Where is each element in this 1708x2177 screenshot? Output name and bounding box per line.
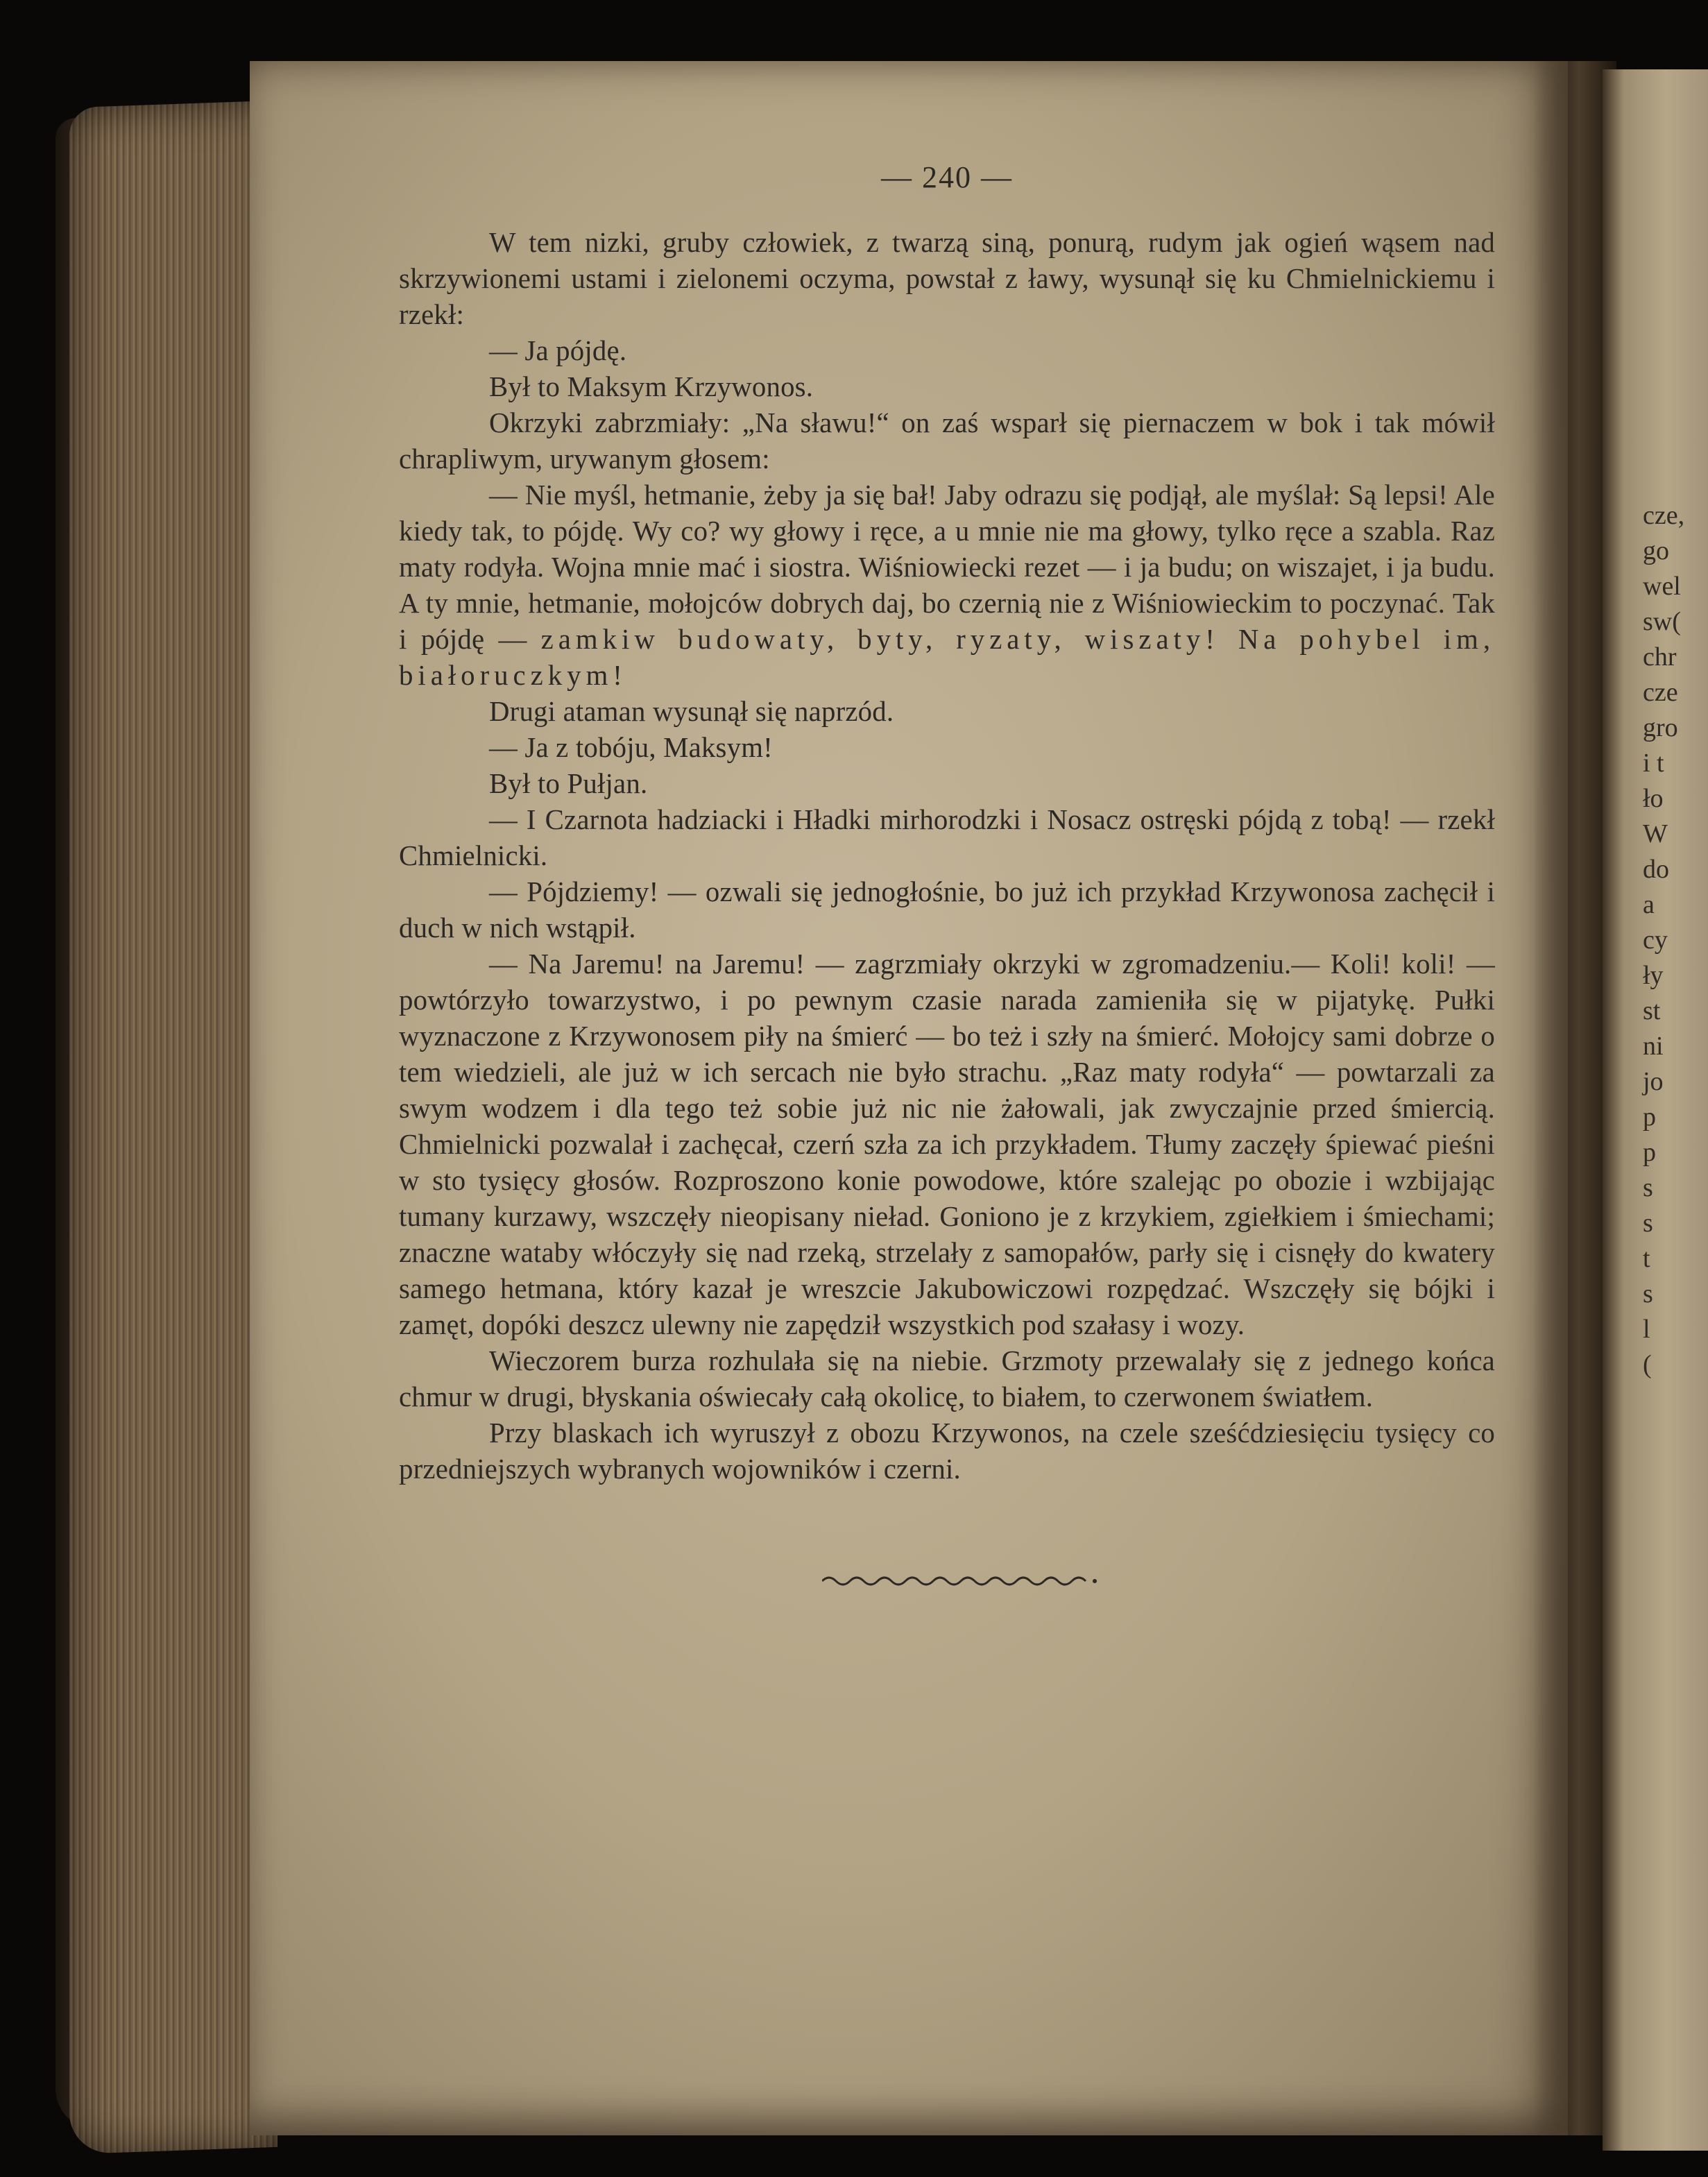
page-text-block bbox=[399, 160, 1495, 1591]
right-fragment: a bbox=[1643, 890, 1655, 919]
paragraph: W tem nizki, gruby człowiek, z twarzą siną, ponurą, rudym jak ogień wąsem nad skrzywionemi ustami i zielonemi oczyma, powstał z ławy, wysunął się ku Chmielnickiemu i rzekł: bbox=[399, 227, 1495, 330]
speech-text: — Nie myśl, hetmanie, żeby ja się bał! Jaby odrazu się podjął, ale myślał: Są lepsi! Ale kiedy tak, to pójdę. Wy co? wy głowy i ręce, a u mnie nie ma głowy, tylko ręce a szabla. Raz maty rodyła. Wojna mnie mać i siostra. Wiśniowiecki rezet — i ja budu; on wiszajet, i ja budu. A ty mnie, hetmanie, mołojców dobrych daj, bo czernią nie z Wiśniowieckim to poczynać. Tak i pójdę — bbox=[399, 479, 1495, 655]
paragraph: Był to Pułjan. bbox=[489, 768, 648, 799]
paragraph: — I Czarnota hadziacki i Hładki mirhorodzki i Nosacz ostręski pójdą z tobą! — rzekł Chmielnicki. bbox=[399, 804, 1495, 871]
right-fragment: i t bbox=[1643, 749, 1664, 778]
right-fragment: ( bbox=[1643, 1350, 1652, 1379]
paragraph: Wieczorem burza rozhulała się na niebie. Grzmoty przewalały się z jednego końca chmur w drugi, błyskania oświecały całą okolicę, to białem, to czerwonem światłem. bbox=[399, 1345, 1495, 1412]
right-fragment: cy bbox=[1643, 925, 1668, 955]
right-fragment: cze, bbox=[1643, 501, 1685, 530]
paragraph: Drugi ataman wysunął się naprzód. bbox=[489, 696, 894, 727]
right-fragment: do bbox=[1643, 855, 1669, 884]
paragraph: — Ja pójdę. bbox=[489, 335, 627, 366]
right-fragment: s bbox=[1643, 1279, 1653, 1308]
wavy-divider-icon bbox=[822, 1571, 1100, 1591]
right-fragment: p bbox=[1643, 1138, 1656, 1167]
right-fragment: gro bbox=[1643, 713, 1678, 742]
right-fragment: st bbox=[1643, 996, 1661, 1025]
paragraph: Przy blaskach ich wyruszył z obozu Krzywonos, na czele sześćdziesięciu tysięcy co przedniejszych wybranych wojowników i czerni. bbox=[399, 1417, 1495, 1485]
right-fragment: cze bbox=[1643, 678, 1678, 707]
right-page-text-fragments bbox=[1643, 498, 1684, 1383]
chapter-end-ornament bbox=[399, 1571, 1495, 1591]
right-fragment: W bbox=[1643, 819, 1668, 848]
right-fragment: ni bbox=[1643, 1032, 1664, 1061]
right-fragment: s bbox=[1643, 1209, 1653, 1238]
right-fragment: ło bbox=[1643, 784, 1664, 813]
right-fragment: chr bbox=[1643, 642, 1677, 672]
right-fragment: wel bbox=[1643, 572, 1681, 601]
right-fragment: jo bbox=[1643, 1067, 1664, 1096]
paragraph: Był to Maksym Krzywonos. bbox=[489, 371, 814, 402]
paragraph: — Ja z tobóju, Maksym! bbox=[489, 732, 773, 763]
right-fragment: t bbox=[1643, 1244, 1650, 1273]
right-fragment: ły bbox=[1643, 961, 1664, 990]
right-fragment: s bbox=[1643, 1173, 1653, 1202]
right-fragment: sw( bbox=[1643, 607, 1681, 636]
paragraph: — Na Jaremu! na Jaremu! — zagrzmiały okrzyki w zgromadzeniu.— Koli! koli! — powtórzyło towarzystwo, i po pewnym czasie narada zamieniła się w pijatykę. Pułki wyznaczone z Krzywonosem piły na śmierć — bo też i szły na śmierć. Mołojcy sami dobrze o tem wiedzieli, ale już w ich sercach nie było strachu. „Raz maty rodyła“ — powtarzali za swym wodzem i dla tego też sobie już nic nie żałowali, jak zwyczajnie przed śmiercią. Chmielnicki pozwalał i zachęcał, czerń szła za ich przykładem. Tłumy zaczęły śpiewać pieśni w sto tysięcy głosów. Rozproszono konie powodowe, które szalejąc po obozie i wzbijając tumany kurzawy, wszczęły nieopisany nieład. Goniono je z krzykiem, zgiełkiem i śmiechami; znaczne wataby włóczyły się nad rzeką, strzelały z samopałów, parły się i cisnęły do kwatery samego hetmana, który kazał je wreszcie Jakubowiczowi rozpędzać. Wszczęły się bójki i zamęt, dopóki deszcz ulewny nie zapędził wszystkich pod szałasy i wozy. bbox=[399, 948, 1495, 1340]
paragraph: Okrzyki zabrzmiały: „Na sławu!“ on zaś wsparł się piernaczem w bok i tak mówił chrapliwym, urywanym głosem: bbox=[399, 407, 1495, 475]
speech-paragraph bbox=[399, 477, 1495, 694]
page-number: — 240 — bbox=[881, 160, 1013, 194]
right-fragment: go bbox=[1643, 536, 1669, 565]
right-fragment: l bbox=[1643, 1315, 1650, 1344]
paragraph: — Pójdziemy! — ozwali się jednogłośnie, bo już ich przykład Krzywonosa zachęcił i duch w nich wstąpił. bbox=[399, 876, 1495, 944]
spaced-ruthenian-text: zamkiw budowaty, byty, ryzaty, wiszaty! Na pohybel im, białoruczkym! bbox=[399, 624, 1496, 691]
page-stack-edges bbox=[69, 101, 277, 2154]
right-fragment: p bbox=[1643, 1102, 1656, 1132]
